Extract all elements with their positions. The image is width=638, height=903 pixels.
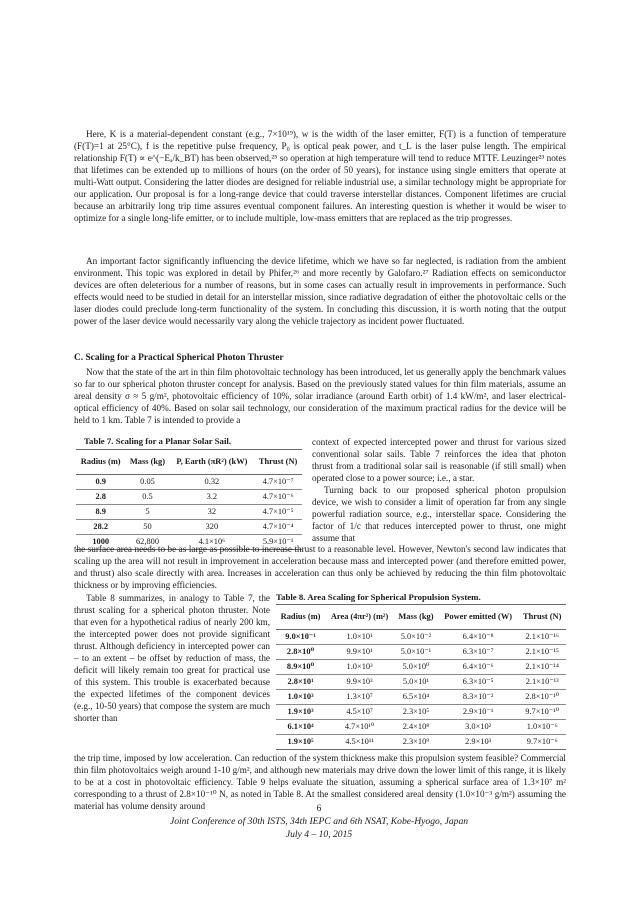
paragraph-2: An important factor significantly influencing the device lifetime, which we have so far neglected, is radiation from the ambient environment. This topic was explored in detail by Phifer,²⁶ and more recently by Galofaro.²⁷ Radiation effects on semiconductor devices are often deleterious for a number of reasons, but in some cases can actually result in improvements in performance. Such effects would need to be studied in detail for an interstellar mission, since radiative degradation of either the photovoltaic cells or the laser diodes could preclude long-term functionality of the system. In concluding this discussion, it is worth noting that the output power of the laser device would necessarily vary along the vehicle trajectory as incident power fluctuated. [74, 256, 566, 326]
paragraph-6: the surface area needs to be as large as possible to increase thrust to a reasonable level. However, Newton's second law indicates that scaling up the area will not result in improvement in acceleration because mass and intercepted power (and therefore emitted power, and thrust) also scale directly with area. Increases in acceleration can thus only be achieved by reducing the thin film photovoltaic thickness or by improving efficiencies. [74, 544, 566, 590]
table7 [76, 449, 302, 550]
table7-cell: 5.9×10⁻¹ [254, 535, 302, 550]
paragraph-1: Here, K is a material-dependent constant (e.g., 7×10¹⁹), w is the width of the laser emitter, F(T) is a function of temperature (F(T)=1 at 25°C), f is the repetitive pulse frequency, P₀ is optical peak power, and t_L is the laser pulse length. The empirical relationship F(T) ∝ e^(−Eₐ/k_BT) has been observed,²⁵ so operation at high temperature will tend to reduce MTTF. Leuzinger²³ notes that lifetimes can be extended up to millions of hours (on the order of 50 years), for instance using single emitters that operate at multi-Watt output. Considering the latter diodes are designed for reliable industrial use, a similar technology might be appropriate for our application. Our proposal is for a long-range device that could traverse interstellar distances. Component lifetimes are crucial because an arbitrarily long trip time assures eventual component failures. An interesting question is whether it would be wiser to optimize for a single long-life emitter, or to include multiple, low-mass emitters that are replaced as the trip progresses. [74, 129, 566, 223]
table8-cell: 6.5×10⁴ [394, 690, 438, 705]
table8-cell: 3.0×10² [438, 720, 519, 735]
table8-cell: 2.1×10⁻¹⁶ [518, 630, 566, 645]
table7-cell: 32 [170, 505, 255, 520]
table7-cell: 4.1×10⁶ [170, 535, 255, 550]
table7-cell: 4.7×10⁻⁶ [254, 490, 302, 505]
table8-cell: 6.4×10⁻⁸ [438, 630, 519, 645]
table7-cell: 0.32 [170, 475, 255, 490]
table8-cell: 1.9×10⁵ [276, 735, 325, 750]
table8-cell: 2.9×10³ [438, 735, 519, 750]
table8-cell: 9.7×10⁻¹⁰ [518, 705, 566, 720]
paragraph-4-right: context of expected intercepted power and thrust for various sized conventional solar sails. Table 7 reinforces the idea that photon thrust from a traditional solar sail is reasonable (if still small) when operated close to a power source; i.e., a star. [312, 437, 566, 483]
table7-cell: 50 [125, 520, 169, 535]
table8-cell: 1.0×10⁻⁶ [518, 720, 566, 735]
table7-cell: 28.2 [76, 520, 125, 535]
table7-cell: 2.8 [76, 490, 125, 505]
table8 [276, 604, 566, 750]
table8-cell: 4.7×10¹⁰ [325, 720, 394, 735]
page-number: 6 [316, 804, 322, 814]
table7-row [76, 505, 302, 520]
footer-dates: July 4 – 10, 2015 [285, 829, 353, 840]
paragraph-7-left: Table 8 summarizes, in analogy to Table 7, the thrust scaling for a spherical photon thruster. Note that even for a hypothetical radius of nearly 200 km, the intercepted power does not provide significant thrust. Although deficiency in intercepted power can – to an extent – be offset by reduction of mass, the deficit will likely remain too great for practical use of this system. This trouble is exacerbated because the expected lifetimes of the component devices (e.g., 10-50 years) that compose the system are much shorter than [74, 593, 270, 723]
table7-cell: 8.9 [76, 505, 125, 520]
table8-header-cell: Radius (m) [276, 605, 325, 630]
paragraph-8: the trip time, imposed by low acceleration. Can reduction of the system thickness make this propulsion system feasible? Commercial thin film photovoltaics weigh around 1-10 g/m², and although new materials may drive down the lower limit of this range, it is likely to be at a cost in photovoltaic efficiency. Table 9 helps evaluate the situation, assuming a spherical surface area of 1.3×10⁷ m² corresponding to a thrust of 2.8×10⁻¹⁰ N, as noted in Table 8. At the smallest considered areal density (1.0×10⁻³ g/m²) assuming the material has volume density around [74, 753, 566, 811]
table8-cell: 2.1×10⁻¹³ [518, 675, 566, 690]
table8-cell: 2.1×10⁻¹⁵ [518, 645, 566, 660]
table7-cell: 320 [170, 520, 255, 535]
table7-header-cell: Mass (kg) [125, 450, 169, 475]
table7-cell: 4.7×10⁻⁵ [254, 505, 302, 520]
table8-cell: 2.8×10⁻¹⁰ [518, 690, 566, 705]
table8-row [276, 660, 566, 675]
table8-header-cell: Power emitted (W) [438, 605, 519, 630]
table8-cell: 9.9×10¹ [325, 645, 394, 660]
table8-row [276, 630, 566, 645]
table8-row [276, 720, 566, 735]
table7-header-cell: P, Earth (πR²) (kW) [170, 450, 255, 475]
table8-row [276, 705, 566, 720]
table7-header-cell: Thrust (N) [254, 450, 302, 475]
table7-header-cell: Radius (m) [76, 450, 125, 475]
table8-cell: 1.9×10³ [276, 705, 325, 720]
table8-header-cell: Thrust (N) [518, 605, 566, 630]
table8-cell: 2.3×10⁹ [394, 735, 438, 750]
table8-cell: 6.1×10⁴ [276, 720, 325, 735]
paragraph-5-right: Turning back to our proposed spherical photon propulsion device, we wish to consider a limit of operation far from any single powerful radiation source, e.g., interstellar space. Considering the factor of 1/c that reduces intercepted power to thrust, one might assume that [312, 485, 566, 543]
table8-row [276, 690, 566, 705]
table7-cell: 0.9 [76, 475, 125, 490]
table8-cell: 9.7×10⁻⁶ [518, 735, 566, 750]
table8-row [276, 735, 566, 750]
table8-cell: 4.5×10¹¹ [325, 735, 394, 750]
table8-cell: 2.1×10⁻¹⁴ [518, 660, 566, 675]
paragraph-3: Now that the state of the art in thin film photovoltaic technology has been introduced, let us generally apply the benchmark values so far to our spherical photon thruster concept for analysis. Based on the previously stated values for thin film materials, assume an areal density σ ≈ 5 g/m², photovoltaic efficiency of 10%, solar irradiance (around Earth orbit) of 1.4 kW/m², and laser electrical-optical efficiency of 40%. Based on solar sail technology, our consideration of the maximum practical radius for the device will be held to 1 km. Table 7 is intended to provide a [74, 367, 566, 425]
table8-cell: 5.0×10⁰ [394, 660, 438, 675]
table8-cell: 5.0×10⁻¹ [394, 645, 438, 660]
table7-row [76, 520, 302, 535]
table8-row [276, 675, 566, 690]
table8-cell: 8.3×10⁻² [438, 690, 519, 705]
table8-cell: 2.8×10⁰ [276, 645, 325, 660]
table7-cell: 4.7×10⁻⁷ [254, 475, 302, 490]
table8-cell: 2.9×10⁻¹ [438, 705, 519, 720]
footer-conference: Joint Conference of 30th ISTS, 34th IEPC and 6th NSAT, Kobe-Hyogo, Japan [169, 816, 469, 827]
table8-row [276, 645, 566, 660]
table7-cell: 3.2 [170, 490, 255, 505]
table8-cell: 9.9×10³ [325, 675, 394, 690]
table8-cell: 1.3×10⁷ [325, 690, 394, 705]
table7-cell: 1000 [76, 535, 125, 550]
table8-cell: 2.4×10⁸ [394, 720, 438, 735]
table8-caption: Table 8. Area Scaling for Spherical Propulsion System. [276, 592, 481, 602]
table8-cell: 9.0×10⁻¹ [276, 630, 325, 645]
table8-cell: 6.4×10⁻⁶ [438, 660, 519, 675]
table7-cell: 0.05 [125, 475, 169, 490]
table7-cell: 62,800 [125, 535, 169, 550]
table7-caption: Table 7. Scaling for a Planar Solar Sail. [84, 436, 232, 446]
table8-cell: 8.9×10⁰ [276, 660, 325, 675]
table8-header-cell: Mass (kg) [394, 605, 438, 630]
table8-cell: 5.0×10¹ [394, 675, 438, 690]
table8-cell: 4.5×10⁷ [325, 705, 394, 720]
table8-cell: 6.3×10⁻⁵ [438, 675, 519, 690]
table7-cell: 0.5 [125, 490, 169, 505]
table8-cell: 2.3×10⁵ [394, 705, 438, 720]
table7-cell: 5 [125, 505, 169, 520]
table7-row [76, 475, 302, 490]
table8-cell: 2.8×10¹ [276, 675, 325, 690]
table8-header-cell: Area (4πr²) (m²) [325, 605, 394, 630]
table8-cell: 6.3×10⁻⁷ [438, 645, 519, 660]
table8-cell: 1.0×10³ [276, 690, 325, 705]
table8-cell: 5.0×10⁻² [394, 630, 438, 645]
section-heading: C. Scaling for a Practical Spherical Photon Thruster [74, 353, 284, 363]
table7-cell: 4.7×10⁻⁴ [254, 520, 302, 535]
table8-cell: 1.0×10³ [325, 660, 394, 675]
table8-cell: 1.0×10¹ [325, 630, 394, 645]
table7-row [76, 490, 302, 505]
